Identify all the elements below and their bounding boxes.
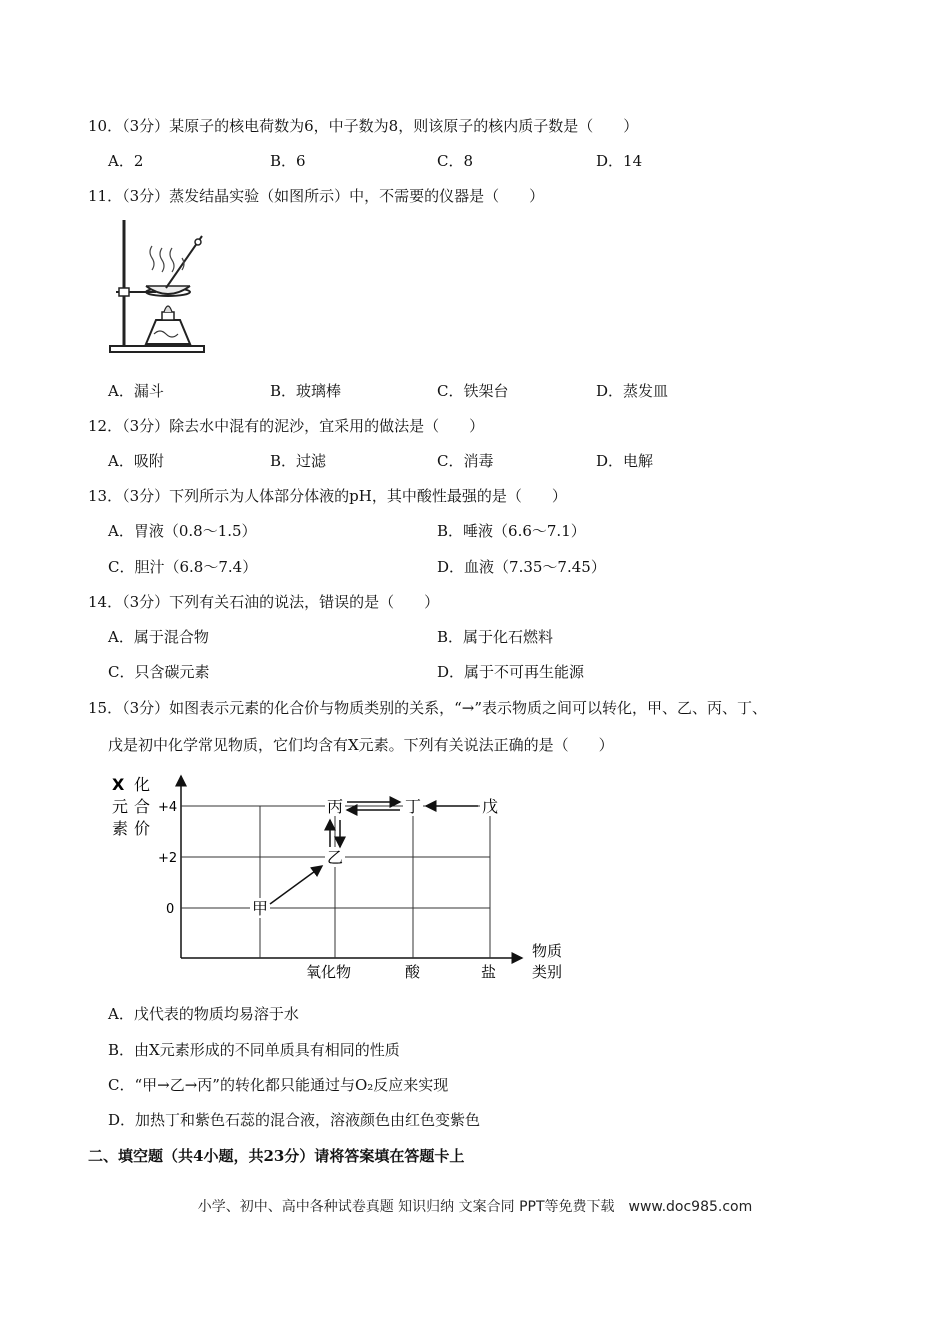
q13-option-d: D．血液（7.35～7.45） <box>437 558 606 576</box>
q12-option-d: D．电解 <box>596 452 654 470</box>
q12-option-a: A．吸附 <box>108 452 164 470</box>
q13-option-b: B．唾液（6.6～7.1） <box>437 522 586 540</box>
evaporation-apparatus-icon <box>106 216 206 358</box>
x-tick-label: 氧化物 <box>306 963 352 981</box>
valence-class-diagram <box>100 764 580 988</box>
y-axis-title-char: 价 <box>134 819 151 838</box>
y-axis-title-char: 元 <box>112 797 129 816</box>
node-wu: 戊 <box>481 797 499 816</box>
q11-option-b: B．玻璃棒 <box>270 382 342 400</box>
y-tick-label: +4 <box>158 800 178 815</box>
x-axis-title: 类别 <box>532 963 563 981</box>
x-axis-title: 物质 <box>532 942 563 960</box>
q10-option-a: A．2 <box>108 152 144 170</box>
q10-option-d: D．14 <box>596 152 643 170</box>
q10-option-b: B．6 <box>270 152 306 170</box>
q11-option-c: C．铁架台 <box>437 382 509 400</box>
y-axis-title-char: 素 <box>112 819 129 838</box>
arrow-jia-to-yi <box>270 866 322 904</box>
q11-stem: 11．（3分）蒸发结晶实验（如图所示）中，不需要的仪器是（ ） <box>88 187 545 205</box>
q15-option-a: A．戊代表的物质均易溶于水 <box>108 1005 299 1023</box>
q12-option-c: C．消毒 <box>437 452 494 470</box>
q14-option-b: B．属于化石燃料 <box>437 628 554 646</box>
y-axis-title-char: 合 <box>134 797 151 816</box>
node-jia: 甲 <box>251 899 269 918</box>
q14-option-a: A．属于混合物 <box>108 628 209 646</box>
q13-option-a: A．胃液（0.8～1.5） <box>108 522 257 540</box>
q11-option-d: D．蒸发皿 <box>596 382 669 400</box>
q12-stem: 12．（3分）除去水中混有的泥沙，宜采用的做法是（ ） <box>88 417 485 435</box>
y-tick-label: +2 <box>158 851 178 866</box>
section-2-heading: 二、填空题（共4小题，共23分）请将答案填在答题卡上 <box>88 1147 465 1165</box>
q15-option-b: B．由X元素形成的不同单质具有相同的性质 <box>108 1041 400 1059</box>
node-bing: 丙 <box>326 797 344 816</box>
node-ding: 丁 <box>404 797 422 816</box>
q15-option-c: C．“甲→乙→丙”的转化都只能通过与O₂反应来实现 <box>108 1076 449 1094</box>
node-yi: 乙 <box>326 848 344 867</box>
y-axis-title-char: 化 <box>134 775 151 794</box>
q14-option-c: C．只含碳元素 <box>108 663 210 681</box>
q13-stem: 13．（3分）下列所示为人体部分体液的pH，其中酸性最强的是（ ） <box>88 487 567 505</box>
page-footer: 小学、初中、高中各种试卷真题 知识归纳 文案合同 PPT等免费下载 www.doc985.com <box>197 1199 753 1215</box>
q15-stem-line1: 15．（3分）如图表示元素的化合价与物质类别的关系，“→”表示物质之间可以转化，甲、乙、丙、丁、 <box>88 699 768 717</box>
q10-stem: 10．（3分）某原子的核电荷数为6，中子数为8，则该原子的核内质子数是（ ） <box>88 117 639 135</box>
y-tick-label: 0 <box>166 902 175 917</box>
q14-stem: 14．（3分）下列有关石油的说法，错误的是（ ） <box>88 593 440 611</box>
q10-option-c: C．8 <box>437 152 474 170</box>
q11-option-a: A．漏斗 <box>108 382 164 400</box>
y-axis-title-char: X <box>112 775 125 794</box>
q15-option-d: D．加热丁和紫色石蕊的混合液，溶液颜色由红色变紫色 <box>108 1111 481 1129</box>
x-tick-label: 酸 <box>405 963 421 981</box>
q12-option-b: B．过滤 <box>270 452 327 470</box>
q14-option-d: D．属于不可再生能源 <box>437 663 585 681</box>
x-tick-label: 盐 <box>481 963 497 981</box>
q15-stem-line2: 戊是初中化学常见物质，它们均含有X元素。下列有关说法正确的是（ ） <box>108 736 614 754</box>
q13-option-c: C．胆汁（6.8～7.4） <box>108 558 258 576</box>
